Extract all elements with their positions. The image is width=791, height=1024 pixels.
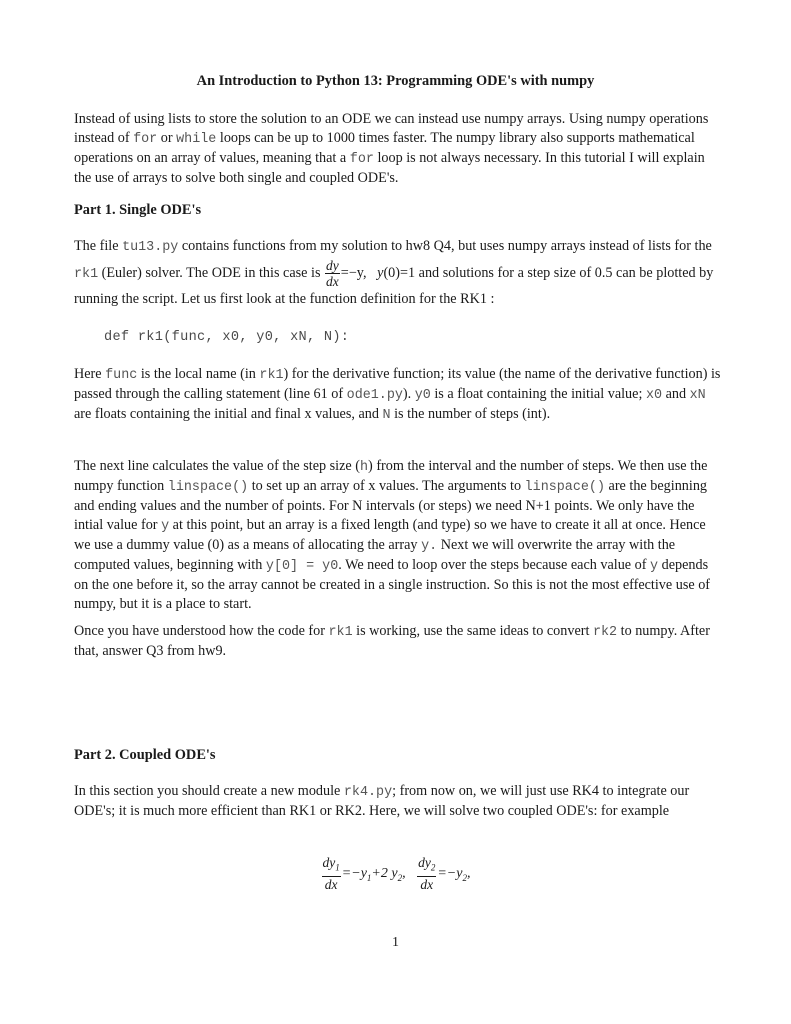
coupled-ode-equation xyxy=(0,855,791,892)
inline-code: rk4.py xyxy=(343,785,393,800)
rhs-text: =−y xyxy=(341,865,367,881)
initial-condition-arg: (0) xyxy=(383,264,400,281)
text: is the number of steps (int). xyxy=(390,406,551,422)
fraction-numerator: dy xyxy=(326,258,339,273)
rhs-term-2 xyxy=(437,866,470,881)
inline-code: x0 xyxy=(645,388,663,403)
text: depends on the one before it, so the array cannot be created in a single instruction. So this is not the most effective use of numpy, but it is a place to start. xyxy=(74,557,711,612)
text: to numpy. After that, answer Q3 from hw9. xyxy=(74,623,710,659)
text: In this section you should create a new module xyxy=(74,783,344,799)
inline-code: for xyxy=(133,132,158,147)
part2-paragraph-1 xyxy=(74,782,724,821)
inline-code: rk2 xyxy=(592,625,618,640)
intro-paragraph xyxy=(74,110,724,188)
equation-rhs: =−y, xyxy=(340,264,367,281)
subscript: 1 xyxy=(366,872,372,883)
page-number: 1 xyxy=(392,935,399,950)
fraction-numerator xyxy=(322,855,341,877)
subscript: 2 xyxy=(397,872,403,883)
inline-code: rk1 xyxy=(259,368,284,383)
text: to set up an array of x values. The arguments to xyxy=(248,478,525,494)
inline-code: y. xyxy=(421,539,438,554)
inline-code: y[0] = y0 xyxy=(265,559,339,574)
part1-paragraph-2 xyxy=(74,365,724,425)
text: ) from the interval and the number of steps. We then use the numpy function xyxy=(74,458,708,494)
derivative-fraction-2 xyxy=(417,855,436,892)
text: or xyxy=(157,130,177,146)
code-block: def rk1(func, x0, y0, xN, N): xyxy=(104,330,350,345)
initial-condition-value: =1 xyxy=(400,264,416,281)
subscript: 1 xyxy=(335,862,340,873)
derivative-fraction-1 xyxy=(322,855,341,892)
part1-paragraph-3 xyxy=(74,457,724,614)
text: is a float containing the initial value; xyxy=(430,386,646,402)
inline-code: rk1 xyxy=(74,266,99,282)
text: at this point, but an array is a fixed length (and type) so we have to create it all at once. Hence we use a dummy value (0) as a means of allocating the array xyxy=(74,517,706,553)
inline-code: for xyxy=(349,152,374,167)
inline-code: y xyxy=(161,519,170,534)
text: ; from now on, we will just use RK4 to integrate our ODE's; it is much more efficient than RK1 or RK2. Here, we will solve two coupled ODE's: for example xyxy=(74,783,690,819)
part2-heading: Part 2. Coupled ODE's xyxy=(74,747,216,763)
part1-heading: Part 1. Single ODE's xyxy=(74,202,202,218)
subscript: 2 xyxy=(462,872,467,883)
part1-paragraph-4 xyxy=(74,622,724,661)
text: Instead of using lists to store the solution to an ODE we can instead use numpy arrays. Using numpy operations instead of xyxy=(74,111,709,146)
numerator-text: dy xyxy=(418,855,431,870)
inline-code: tu13.py xyxy=(122,240,179,255)
inline-code: N xyxy=(382,408,391,423)
text: Here xyxy=(74,366,106,382)
inline-code: h xyxy=(360,460,369,475)
fraction-denominator: dx xyxy=(326,274,339,289)
text: ) for the derivative function; its value (the name of the derivative function) is passed through the calling statement (line 61 of xyxy=(74,366,721,402)
document-title: An Introduction to Python 13: Programming ODE's with numpy xyxy=(196,73,595,89)
inline-code: while xyxy=(176,132,217,147)
fraction-denominator: dx xyxy=(420,876,434,892)
rhs-text: , xyxy=(402,865,406,881)
text: ). xyxy=(402,386,415,402)
text: is the local name (in xyxy=(137,366,260,382)
text: contains functions from my solution to hw8 Q4, but uses numpy arrays instead of lists for the xyxy=(178,238,712,254)
subscript: 2 xyxy=(430,862,436,873)
numerator-text: dy xyxy=(322,855,336,870)
inline-code: xN xyxy=(689,388,706,403)
text: are the beginning and ending values and the number of points. For N intervals (or steps) we need N+1 points. We only have the intial value for xyxy=(74,478,708,533)
fraction-denominator: dx xyxy=(324,876,338,892)
text: The next line calculates the value of the step size ( xyxy=(74,458,360,474)
rhs-text: +2 y xyxy=(371,865,398,881)
text: . We need to loop over the steps because each value of xyxy=(338,557,651,573)
rhs-text: =−y xyxy=(437,865,463,881)
fraction-numerator xyxy=(417,855,436,877)
inline-code: ode1.py xyxy=(346,388,403,403)
inline-code: y0 xyxy=(414,388,431,403)
derivative-fraction xyxy=(325,258,340,289)
part1-paragraph-1 xyxy=(74,236,724,310)
inline-code: linspace() xyxy=(524,480,605,495)
rhs-term-1 xyxy=(342,866,406,881)
initial-condition-var: y xyxy=(377,264,384,281)
text: is working, use the same ideas to convert xyxy=(352,623,593,639)
text: are floats containing the initial and final x values, and xyxy=(74,406,383,422)
text: (Euler) solver. The ODE in this case is xyxy=(98,264,325,281)
text: and xyxy=(662,386,690,402)
text: Once you have understood how the code for xyxy=(74,623,329,639)
text: loops can be up to 1000 times faster. The numpy library also supports mathematical operations on an array of values, meaning that a xyxy=(74,130,695,166)
text: Next we will overwrite the array with the computed values, beginning with xyxy=(74,537,676,573)
text: loop is not always necessary. In this tutorial I will explain the use of arrays to solve both single and coupled ODE's. xyxy=(74,150,705,186)
inline-code: y xyxy=(650,559,659,574)
inline-code: linspace() xyxy=(167,480,249,495)
inline-code: func xyxy=(105,368,138,383)
rhs-text: , xyxy=(466,865,471,881)
text: and solutions for a step size of 0.5 can be plotted by running the script. Let us first look at the function definition for the RK1 : xyxy=(74,264,714,307)
inline-code: rk1 xyxy=(328,625,353,640)
text: The file xyxy=(74,238,123,254)
